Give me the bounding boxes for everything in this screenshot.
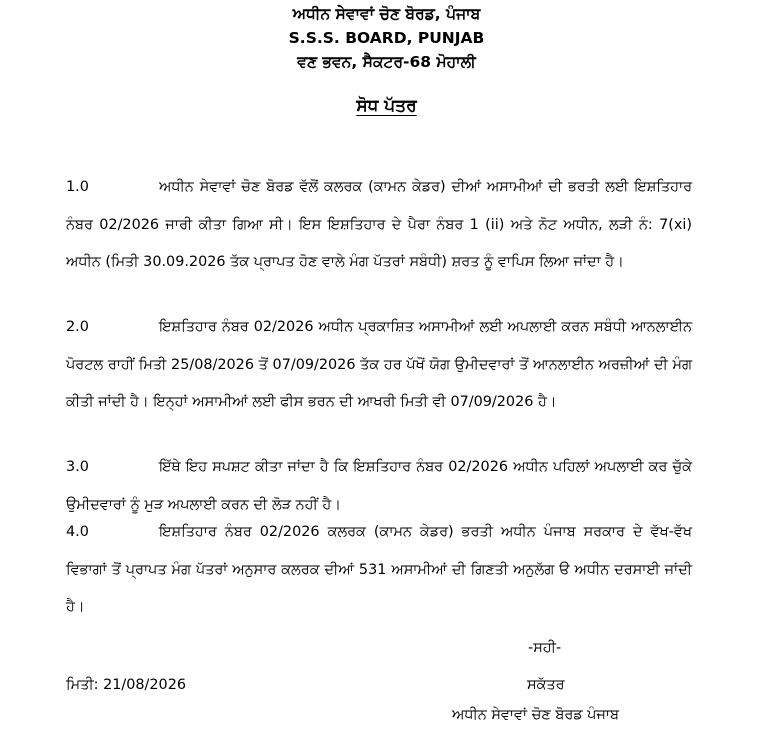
- paragraph-text: ਇਸ਼ਤਿਹਾਰ ਨੰਬਰ 02/2026 ਕਲਰਕ (ਕਾਮਨ ਕੇਡਰ) ਭਰਤੀ ਅਧੀਨ ਪੰਜਾਬ ਸਰਕਾਰ ਦੇ ਵੱਖ-ਵੱਖ ਵਿਭਾਗਾਂ ਤੋਂ ਪ੍ਰਾਪਤ ਮੰਗ ਪੱਤਰਾਂ ਅਨੁਸਾਰ ਕਲਰਕ ਦੀਆਂ 531 ਅਸਾਮੀਆਂ ਦੀ ਗਿਣਤੀ ਅਨੁਲੱਗ ੳ ਅਧੀਨ ਦਰਸਾਈ ਜਾਂਦੀ ਹੈ।: [66, 524, 692, 615]
- paragraph-text: ਇਸ਼ਤਿਹਾਰ ਨੰਬਰ 02/2026 ਅਧੀਨ ਪ੍ਰਕਾਸ਼ਿਤ ਅਸਾਮੀਆਂ ਲਈ ਅਪਲਾਈ ਕਰਨ ਸਬੰਧੀ ਆਨਲਾਈਨ ਪੋਰਟਲ ਰਾਹੀਂ ਮਿਤੀ 25/08/2026 ਤੋਂ 07/09/2026 ਤੱਕ ਹਰ ਪੱਖੋਂ ਯੋਗ ਉਮੀਦਵਾਰਾਂ ਤੋਂ ਆਨਲਾਈਨ ਅਰਜ਼ੀਆਂ ਦੀ ਮੰਗ ਕੀਤੀ ਜਾਂਦੀ ਹੈ। ਇਨ੍ਹਾਂ ਅਸਾਮੀਆਂ ਲਈ ਫੀਸ ਭਰਨ ਦੀ ਆਖਰੀ ਮਿਤੀ ਵੀ 07/09/2026 ਹੈ।: [66, 319, 692, 410]
- paragraph-2: [66, 309, 692, 422]
- document-title: ਸੋਧ ਪੱਤਰ: [356, 96, 417, 116]
- paragraph-3: [66, 449, 692, 524]
- paragraph-1: [66, 169, 692, 282]
- letterhead: [0, 2, 773, 74]
- board-name-punjabi: ਅਧੀਨ ਸੇਵਾਵਾਂ ਚੋਣ ਬੋਰਡ, ਪੰਜਾਬ: [292, 5, 481, 23]
- paragraph-number: 1.0: [66, 179, 89, 195]
- issue-date: ਮਿਤੀ: 21/08/2026: [66, 677, 187, 693]
- paragraph-number: 3.0: [66, 459, 89, 475]
- signed-mark: -ਸਹੀ-: [528, 640, 562, 656]
- paragraph-number: 4.0: [66, 524, 89, 540]
- paragraph-number: 2.0: [66, 319, 89, 335]
- signatory-designation: ਸਕੱਤਰ: [527, 677, 565, 693]
- board-name-english: S.S.S. BOARD, PUNJAB: [288, 29, 485, 47]
- board-address: ਵਣ ਭਵਨ, ਸੈਕਟਰ-68 ਮੋਹਾਲੀ: [297, 53, 476, 71]
- paragraph-4: [66, 514, 692, 627]
- paragraph-text: ਅਧੀਨ ਸੇਵਾਵਾਂ ਚੋਣ ਬੋਰਡ ਵੱਲੋਂ ਕਲਰਕ (ਕਾਮਨ ਕੇਡਰ) ਦੀਆਂ ਅਸਾਮੀਆਂ ਦੀ ਭਰਤੀ ਲਈ ਇਸ਼ਤਿਹਾਰ ਨੰਬਰ 02/2026 ਜਾਰੀ ਕੀਤਾ ਗਿਆ ਸੀ। ਇਸ ਇਸ਼ਤਿਹਾਰ ਦੇ ਪੈਰਾ ਨੰਬਰ 1 (ii) ਅਤੇ ਨੋਟ ਅਧੀਨ, ਲੜੀ ਨੰ: 7(xi) ਅਧੀਨ (ਮਿਤੀ 30.09.2026 ਤੱਕ ਪ੍ਰਾਪਤ ਹੋਣ ਵਾਲੇ ਮੰਗ ਪੱਤਰਾਂ ਸਬੰਧੀ) ਸ਼ਰਤ ਨੂੰ ਵਾਪਿਸ ਲਿਆ ਜਾਂਦਾ ਹੈ।: [66, 179, 692, 270]
- paragraph-text: ਇੱਥੇ ਇਹ ਸਪਸ਼ਟ ਕੀਤਾ ਜਾਂਦਾ ਹੈ ਕਿ ਇਸ਼ਤਿਹਾਰ ਨੰਬਰ 02/2026 ਅਧੀਨ ਪਹਿਲਾਂ ਅਪਲਾਈ ਕਰ ਚੁੱਕੇ ਉਮੀਦਵਾਰਾਂ ਨੂੰ ਮੁੜ ਅਪਲਾਈ ਕਰਨ ਦੀ ਲੋੜ ਨਹੀਂ ਹੈ।: [66, 459, 692, 513]
- signatory-organization: ਅਧੀਨ ਸੇਵਾਵਾਂ ਚੋਣ ਬੋਰਡ ਪੰਜਾਬ: [452, 707, 619, 723]
